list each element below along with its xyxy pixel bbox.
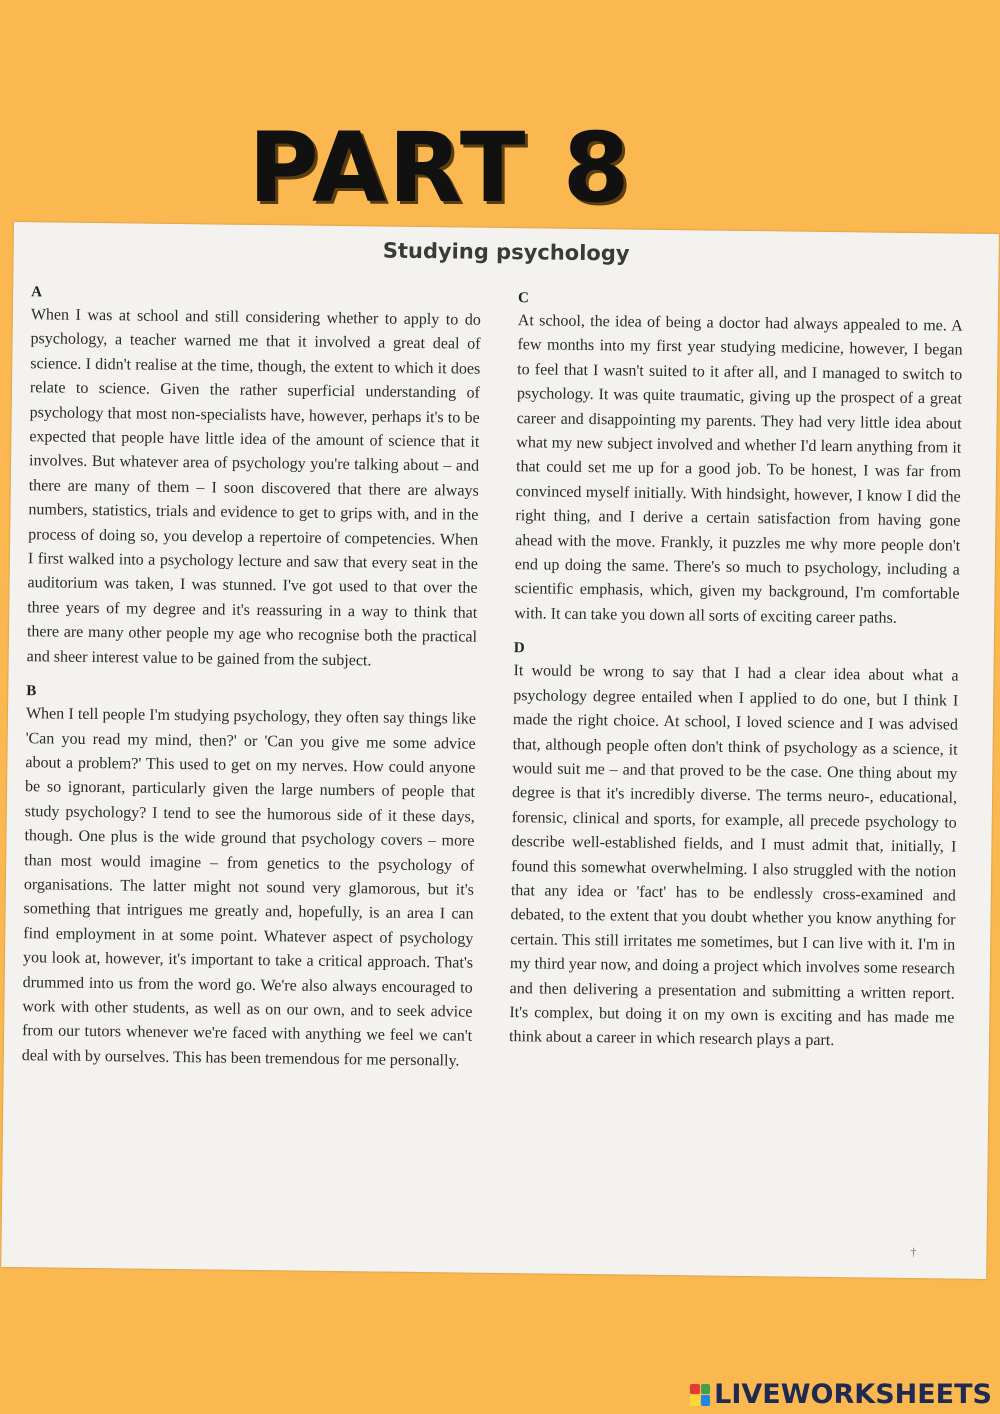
- section-d: [509, 640, 959, 1055]
- section-text: When I was at school and still considering whether to apply to do psychology, a teacher warned me that it involved a great deal of science. I didn't realise at the time, though, the extent to which it does relate to science. Given the rather superficial understanding of psychology that most non-specialists have, however, perhaps it's to be expected that people have little idea of the amount of science that it involves. But whatever area of psychology you're talking about – and there are many of them – I soon discovered that there are always numbers, statistics, trials and evidence to get to grips with, and in the process of doing so, you develop a repertoire of competencies. When I first walked into a psychology lecture and saw that every seat in the auditorium was taken, I was stunned. I've got used to that over the three years of my degree and it's reassuring in a way to think that there are many other people my age who recognise both the practical and sheer interest value to be gained from the subject.: [26, 306, 481, 670]
- section-b: [22, 683, 477, 1074]
- logo-squares-icon: [690, 1384, 710, 1406]
- article-title: Studying psychology: [382, 238, 630, 266]
- section-text: At school, the idea of being a doctor had always appealed to me. A few months into my first year studying medicine, however, I began to feel that I wasn't suited to it after all, and I managed to switch to psychology. It was quite traumatic, giving up the prospect of a great career and disappointing my parents. They had very little idea about what my new subject involved and whether I'd learn anything from it that could set me up for a good job. To be honest, I was far from convinced myself initially. With hindsight, however, I know I did the right thing, and I derive a certain satisfaction from having gone ahead with the move. Frankly, it puzzles me why more people don't end up doing the same. There's so much to psychology, including a scientific emphasis, which, given my background, I'm comfortable with. It can take you down all sorts of exciting career paths.: [514, 312, 963, 627]
- right-column: [509, 290, 963, 1069]
- logo-square-blue: [701, 1395, 711, 1406]
- section-a: [27, 284, 482, 675]
- logo-square-red: [690, 1384, 700, 1395]
- logo-text: LIVEWORKSHEETS: [714, 1379, 992, 1410]
- section-c: [514, 290, 963, 632]
- liveworksheets-logo[interactable]: [690, 1379, 992, 1410]
- left-column: [21, 284, 481, 1088]
- part-title: PART 8: [248, 112, 632, 224]
- section-text: When I tell people I'm studying psychology, they often say things like 'Can you read my mind, then?' or 'Can you give me some advice about a problem?' This used to get on my nerves. How could anyone be so ignorant, particularly given the large numbers of people that study psychology? I tend to see the humorous side of it these days, though. One plus is the wide ground that psychology covers – more than most would imagine – from genetics to the psychology of organisations. The latter might not sound very glamorous, but it's something that intrigues me greatly and, hopefully, is an area I can find employment in at some point. Whatever aspect of psychology you look at, however, it's important to take a critical approach. That's drummed into us from the word go. We're also always encouraged to work with other students, as well as on our own, and to seek advice from our tutors whenever we're faced with anything we feel we can't deal with by ourselves. This has been tremendous for me personally.: [21, 705, 477, 1070]
- logo-square-green: [701, 1384, 711, 1395]
- page-mark: †: [910, 1245, 917, 1260]
- section-letter: B: [26, 683, 37, 700]
- logo-square-yellow: [690, 1395, 700, 1406]
- section-letter: C: [518, 290, 530, 307]
- section-letter: D: [513, 640, 525, 657]
- worksheet-page: [1, 222, 999, 1279]
- section-text: It would be wrong to say that I had a clear idea about what a psychology degree entailed when I applied to do one, but I think I made the right choice. At school, I loved science and I was advised that, although people often don't think of psychology as a science, it would suit me – and that proved to be the case. One thing about my degree is that it's incredibly diverse. The terms neuro-, educational, forensic, clinical and sports, for example, all precede psychology to describe well-established fields, and I must admit that, initially, I found this somewhat overwhelming. I also struggled with the notion that any idea or 'fact' has to be endlessly cross-examined and debated, to the extent that you doubt whether you know anything for certain. This still irritates me sometimes, but I can live with it. I'm in my third year now, and doing a project which involves some research and then delivering a presentation and submitting a written report. It's complex, but doing it on my own is exciting and has made me think about a career in which research plays a part.: [508, 662, 959, 1050]
- section-letter: A: [31, 284, 43, 301]
